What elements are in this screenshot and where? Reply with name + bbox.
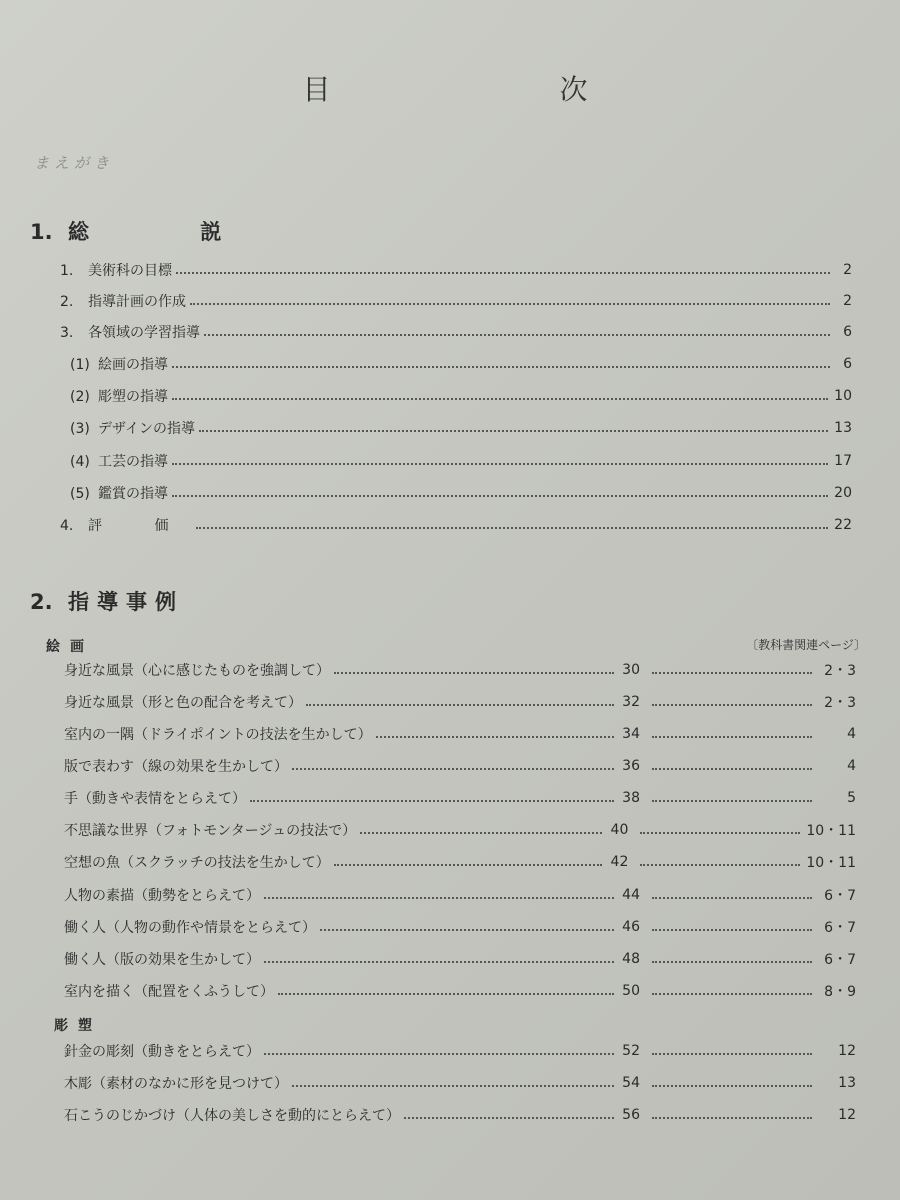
leader-dots (278, 993, 614, 995)
toc-entry[interactable] (70, 384, 852, 408)
entry-page: 56 (622, 1107, 640, 1123)
entry-number: (1) (70, 357, 90, 373)
example-entry[interactable] (64, 754, 856, 778)
textbook-ref: 2・3 (824, 663, 856, 679)
leader-dots (199, 430, 828, 432)
entry-label: 働く人（版の効果を生かして） (64, 952, 260, 968)
entry-number: (5) (70, 486, 90, 502)
section1-title: 総 説 (68, 220, 274, 244)
entry-label: 石こうのじかづけ（人体の美しさを動的にとらえて） (64, 1108, 400, 1124)
entry-label: 評 価 (88, 518, 193, 534)
entry-label: 身近な風景（心に感じたものを強調して） (64, 663, 330, 679)
leader-dots (264, 897, 614, 899)
textbook-ref: 5 (847, 790, 856, 806)
toc-entry[interactable] (60, 320, 852, 344)
textbook-ref: 8・9 (824, 984, 856, 1000)
entry-number: 3. (60, 325, 74, 341)
leader-dots (172, 463, 828, 465)
example-entry[interactable] (64, 850, 856, 874)
textbook-ref: 13 (838, 1075, 856, 1091)
example-entry[interactable] (64, 1039, 856, 1063)
leader-dots (306, 704, 614, 706)
textbook-ref: 12 (838, 1043, 856, 1059)
entry-page: 38 (622, 790, 640, 806)
leader-dots (320, 929, 614, 931)
toc-entry[interactable] (70, 352, 852, 376)
example-entry[interactable] (64, 722, 856, 746)
entry-label: 美術科の目標 (88, 263, 172, 279)
entry-label: 身近な風景（形と色の配合を考えて） (64, 695, 302, 711)
leader-dots (172, 495, 828, 497)
textbook-ref: 10・11 (806, 855, 856, 871)
textbook-ref: 10・11 (806, 823, 856, 839)
entry-label: 室内を描く（配置をくふうして） (64, 984, 274, 1000)
example-entry[interactable] (64, 947, 856, 971)
entry-page: 10 (834, 388, 852, 404)
section2-number: 2. (30, 590, 53, 614)
leader-dots (292, 768, 614, 770)
entry-label: 手（動きや表情をとらえて） (64, 791, 246, 807)
toc-entry[interactable] (70, 416, 852, 440)
entry-label: 木彫（素材のなかに形を見つけて） (64, 1076, 288, 1092)
toc-entry[interactable] (60, 258, 852, 282)
entry-number: 1. (60, 263, 74, 279)
leader-dots (190, 303, 830, 305)
entry-page: 17 (834, 453, 852, 469)
textbook-pages-header: 〔教科書関連ページ〕 (746, 638, 866, 652)
example-entry[interactable] (64, 690, 856, 714)
example-entry[interactable] (64, 883, 856, 907)
entry-label: 室内の一隅（ドライポイントの技法を生かして） (64, 727, 372, 743)
leader-dots (652, 1117, 812, 1119)
leader-dots (652, 704, 812, 706)
entry-page: 36 (622, 758, 640, 774)
example-entry[interactable] (64, 915, 856, 939)
entry-page: 54 (622, 1075, 640, 1091)
entry-page: 40 (610, 822, 629, 838)
entry-page: 20 (834, 485, 852, 501)
entry-number: (3) (70, 421, 90, 437)
example-entry[interactable] (64, 979, 856, 1003)
entry-label: 人物の素描（動勢をとらえて） (64, 888, 260, 904)
example-entry[interactable] (64, 1071, 856, 1095)
entry-label: 鑑賞の指導 (98, 486, 168, 502)
entry-page: 34 (622, 726, 640, 742)
toc-entry[interactable] (70, 481, 852, 505)
leader-dots (652, 897, 812, 899)
preface-link[interactable]: まえがき (34, 154, 115, 172)
textbook-ref: 4 (847, 726, 856, 742)
page-title: 目 次 (302, 73, 698, 106)
entry-page: 52 (622, 1043, 640, 1059)
entry-label: 各領域の学習指導 (88, 325, 200, 341)
leader-dots (652, 736, 812, 738)
leader-dots (652, 929, 812, 931)
leader-dots (204, 334, 830, 336)
entry-page: 42 (610, 854, 629, 870)
leader-dots (172, 366, 830, 368)
textbook-ref: 12 (838, 1107, 856, 1123)
leader-dots (652, 768, 812, 770)
section1-number: 1. (30, 220, 53, 244)
example-entry[interactable] (64, 658, 856, 682)
category-heading-sculpture: 彫塑 (54, 1018, 102, 1034)
leader-dots (250, 800, 614, 802)
section2-heading (30, 586, 184, 616)
entry-page: 2 (843, 293, 852, 309)
entry-label: 版で表わす（線の効果を生かして） (64, 759, 288, 775)
entry-page: 44 (622, 887, 640, 903)
leader-dots (334, 672, 614, 674)
textbook-ref: 4 (847, 758, 856, 774)
toc-entry[interactable] (70, 449, 852, 473)
leader-dots (264, 961, 614, 963)
leader-dots (652, 672, 812, 674)
entry-page: 32 (622, 694, 640, 710)
toc-entry[interactable] (60, 513, 852, 537)
leader-dots (652, 993, 812, 995)
category-heading-painting: 絵画 (46, 639, 94, 655)
section2-title: 指導事例 (68, 590, 184, 614)
entry-number: (4) (70, 454, 90, 470)
textbook-ref: 6・7 (824, 920, 856, 936)
entry-page: 22 (834, 517, 852, 533)
textbook-ref: 6・7 (824, 888, 856, 904)
textbook-ref: 2・3 (824, 695, 856, 711)
leader-dots (172, 398, 828, 400)
example-entry[interactable] (64, 818, 856, 842)
entry-label: 針金の彫刻（動きをとらえて） (64, 1044, 260, 1060)
entry-page: 6 (843, 324, 852, 340)
leader-dots (196, 527, 828, 529)
entry-label: 彫塑の指導 (98, 389, 168, 405)
entry-number: (2) (70, 389, 90, 405)
leader-dots (360, 832, 602, 834)
entry-label: 工芸の指導 (98, 454, 168, 470)
leader-dots (292, 1085, 614, 1087)
leader-dots (652, 800, 812, 802)
entry-label: デザインの指導 (98, 421, 196, 437)
leader-dots (404, 1117, 614, 1119)
entry-page: 30 (622, 662, 640, 678)
leader-dots (376, 736, 614, 738)
leader-dots (176, 272, 830, 274)
toc-entry[interactable] (60, 289, 852, 313)
leader-dots (652, 1053, 812, 1055)
example-entry[interactable] (64, 1103, 856, 1127)
entry-label: 働く人（人物の動作や情景をとらえて） (64, 920, 316, 936)
entry-label: 不思議な世界（フォトモンタージュの技法で） (64, 823, 357, 839)
leader-dots (264, 1053, 614, 1055)
entry-page: 46 (622, 919, 640, 935)
leader-dots (652, 961, 812, 963)
entry-number: 2. (60, 294, 74, 310)
entry-label: 指導計画の作成 (88, 294, 186, 310)
entry-page: 13 (834, 420, 852, 436)
leader-dots (640, 832, 800, 834)
entry-page: 48 (622, 951, 640, 967)
section1-heading (30, 216, 273, 246)
example-entry[interactable] (64, 786, 856, 810)
textbook-ref: 6・7 (824, 952, 856, 968)
entry-number: 4. (60, 518, 74, 534)
entry-label: 絵画の指導 (98, 357, 168, 373)
entry-label: 空想の魚（スクラッチの技法を生かして） (64, 855, 330, 871)
entry-page: 50 (622, 983, 640, 999)
leader-dots (640, 864, 800, 866)
leader-dots (334, 864, 603, 866)
leader-dots (652, 1085, 812, 1087)
entry-page: 2 (843, 262, 852, 278)
entry-page: 6 (843, 356, 852, 372)
